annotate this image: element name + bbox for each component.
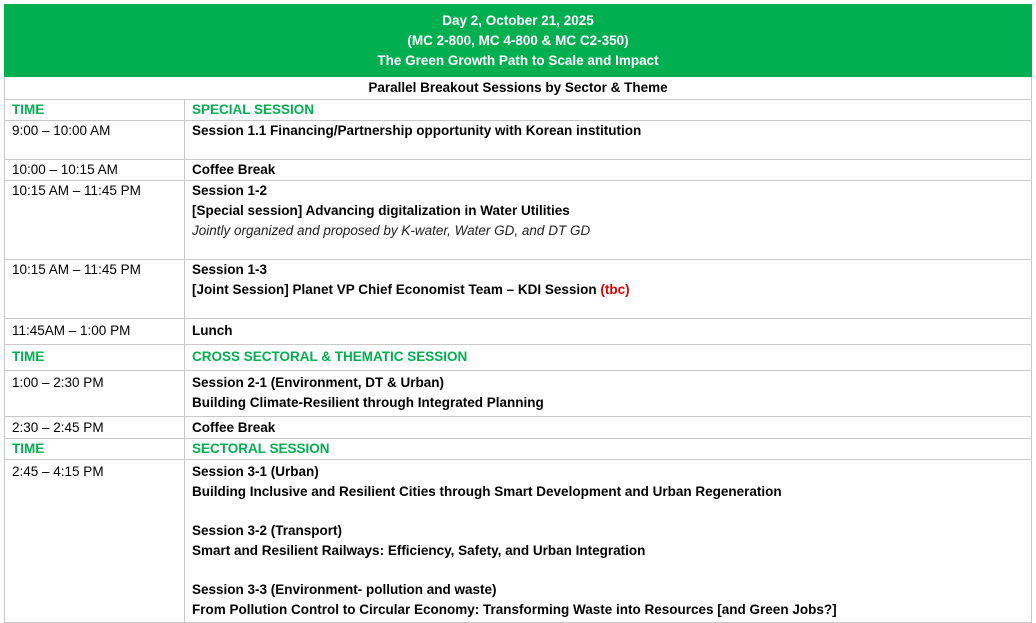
time-cell: 11:45AM – 1:00 PM xyxy=(5,319,185,345)
session-subtitle: From Pollution Control to Circular Economy: Transforming Waste into Resources [and Green Jobs?] xyxy=(192,601,837,617)
session-title: Session 3-2 (Transport) xyxy=(192,523,343,539)
time-cell: 10:15 AM – 11:45 PM xyxy=(5,260,185,319)
agenda-table-container xyxy=(4,4,1031,623)
agenda-row xyxy=(5,181,1032,260)
session-cell xyxy=(185,181,1032,260)
agenda-row xyxy=(5,260,1032,319)
header-cell xyxy=(5,5,1032,77)
agenda-table xyxy=(4,4,1032,623)
subheader-row xyxy=(5,77,1032,100)
header-date: Day 2, October 21, 2025 xyxy=(442,13,594,28)
agenda-row xyxy=(5,371,1032,417)
session-cell xyxy=(185,121,1032,160)
section-header-special xyxy=(5,100,1032,121)
spacer xyxy=(192,560,1024,580)
section-title: SECTORAL SESSION xyxy=(185,439,1032,460)
session-title: Session 3-3 (Environment- pollution and waste) xyxy=(192,582,497,598)
session-subtitle: Building Inclusive and Resilient Cities through Smart Development and Urban Regeneration xyxy=(192,483,782,499)
tbc-badge: (tbc) xyxy=(600,282,630,297)
time-cell: 2:45 – 4:15 PM xyxy=(5,460,185,623)
session-subtitle: Smart and Resilient Railways: Efficiency, Safety, and Urban Integration xyxy=(192,542,646,558)
agenda-row xyxy=(5,121,1032,160)
time-cell: 1:00 – 2:30 PM xyxy=(5,371,185,417)
subheader-cell: Parallel Breakout Sessions by Sector & Theme xyxy=(5,77,1032,100)
session-note: Jointly organized and proposed by K-water, Water GD, and DT GD xyxy=(192,223,591,238)
session-cell xyxy=(185,160,1032,181)
time-label: TIME xyxy=(5,345,185,371)
session-title: Session 2-1 (Environment, DT & Urban) xyxy=(192,375,445,390)
session-cell xyxy=(185,319,1032,345)
time-cell: 2:30 – 2:45 PM xyxy=(5,417,185,439)
time-cell: 10:00 – 10:15 AM xyxy=(5,160,185,181)
header-theme: The Green Growth Path to Scale and Impact xyxy=(377,53,659,68)
section-title: CROSS SECTORAL & THEMATIC SESSION xyxy=(185,345,1032,371)
time-cell: 10:15 AM – 11:45 PM xyxy=(5,181,185,260)
session-cell xyxy=(185,260,1032,319)
time-cell: 9:00 – 10:00 AM xyxy=(5,121,185,160)
session-cell xyxy=(185,371,1032,417)
session-cell xyxy=(185,417,1032,439)
session-title: Coffee Break xyxy=(192,162,276,177)
time-label: TIME xyxy=(5,439,185,460)
header-rooms: (MC 2-800, MC 4-800 & MC C2-350) xyxy=(407,33,629,48)
time-label: TIME xyxy=(5,100,185,121)
session-subtitle: Building Climate-Resilient through Integrated Planning xyxy=(192,395,544,410)
session-title: Session 1.1 Financing/Partnership opportunity with Korean institution xyxy=(192,123,642,138)
agenda-row xyxy=(5,160,1032,181)
section-header-cross xyxy=(5,345,1032,371)
session-subtitle xyxy=(192,280,1024,300)
session-title: Coffee Break xyxy=(192,420,276,435)
session-title: Session 3-1 (Urban) xyxy=(192,464,319,479)
session-title: Lunch xyxy=(192,323,233,338)
session-cell xyxy=(185,460,1032,623)
session-title: Session 1-3 xyxy=(192,262,268,277)
agenda-row xyxy=(5,460,1032,623)
header-row xyxy=(5,5,1032,77)
session-subtitle-text: [Joint Session] Planet VP Chief Economist Team – KDI Session xyxy=(192,282,597,297)
session-subtitle: [Special session] Advancing digitalization in Water Utilities xyxy=(192,203,570,218)
spacer xyxy=(192,501,1024,521)
agenda-row xyxy=(5,417,1032,439)
agenda-row xyxy=(5,319,1032,345)
section-header-sectoral xyxy=(5,439,1032,460)
section-title: SPECIAL SESSION xyxy=(185,100,1032,121)
session-title: Session 1-2 xyxy=(192,183,268,198)
